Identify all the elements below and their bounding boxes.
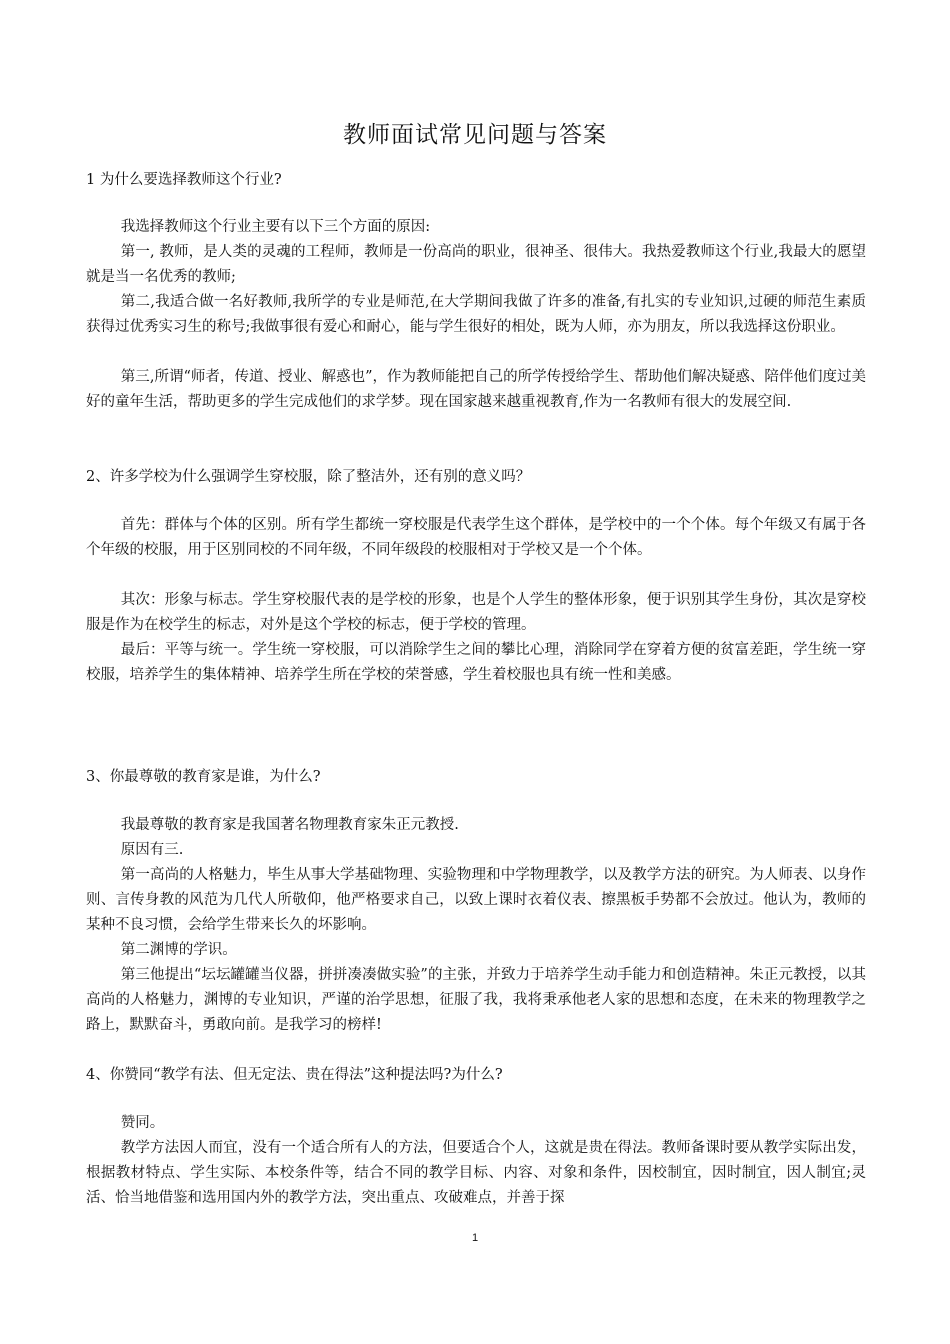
q3-paragraph-1: 我最尊敬的教育家是我国著名物理教育家朱正元教授. — [120, 817, 459, 833]
q2-paragraph-1: 首先：群体与个体的区别。所有学生都统一穿校服是代表学生这个群体，是学校中的一个个体。每个年级又有属于各个年级的校服，用于区别同校的不同年级，不同年级段的校服相对于学校又是一个个体。 — [86, 517, 866, 558]
q4-paragraph-1: 赞同。 — [120, 1115, 165, 1131]
q4-paragraph-2: 教学方法因人而宜，没有一个适合所有人的方法，但要适合个人，这就是贵在得法。教师备课时要从教学实际出发，根据教材特点、学生实际、本校条件等，结合不同的教学目标、内容、对象和条件，因校制宜，因时制宜，因人制宜;灵活、恰当地借鉴和选用国内外的教学方法，突出重点、攻破难点，并善于探 — [86, 1140, 866, 1206]
document-title: 教师面试常见问题与答案 — [343, 122, 607, 148]
q1-paragraph-1: 第一, 教师，是人类的灵魂的工程师，教师是一份高尚的职业，很神圣、很伟大。我热爱教师这个行业,我最大的愿望就是当一名优秀的教师; — [86, 244, 866, 285]
q3-paragraph-4: 第二渊博的学识。 — [120, 942, 237, 958]
q1-intro: 我选择教师这个行业主要有以下三个方面的原因: — [120, 219, 431, 235]
page-number: 1 — [471, 1232, 479, 1244]
q3-paragraph-5: 第三他提出“坛坛罐罐当仪器，拼拼凑凑做实验”的主张，并致力于培养学生动手能力和创造精神。朱正元教授，以其高尚的人格魅力，渊博的专业知识，严谨的治学思想，征服了我，我将秉承他老人家的思想和态度，在未来的物理教学之路上，默默奋斗，勇敢向前。是我学习的榜样! — [86, 967, 866, 1033]
q1-paragraph-3: 第三,所谓“师者，传道、授业、解惑也”，作为教师能把自己的所学传授给学生、帮助他们解决疑惑、陪伴他们度过美好的童年生活，帮助更多的学生完成他们的求学梦。现在国家越来越重视教育,作为一名教师有很大的发展空间. — [86, 369, 866, 410]
question-3: 3、你最尊敬的教育家是谁，为什么? — [86, 769, 321, 785]
q3-paragraph-2: 原因有三. — [120, 842, 184, 858]
q1-paragraph-2: 第二,我适合做一名好教师,我所学的专业是师范,在大学期间我做了许多的准备,有扎实的专业知识,过硬的师范生素质获得过优秀实习生的称号;我做事很有爱心和耐心，能与学生很好的相处，既为人师，亦为朋友，所以我选择这份职业。 — [86, 294, 866, 335]
q3-paragraph-3: 第一高尚的人格魅力，毕生从事大学基础物理、实验物理和中学物理教学，以及教学方法的研究。为人师表、以身作则、言传身教的风范为几代人所敬仰，他严格要求自己，以致上课时衣着仪表、擦黑板手势都不会放过。他认为，教师的某种不良习惯，会给学生带来长久的坏影响。 — [86, 867, 866, 933]
question-4: 4、你赞同“教学有法、但无定法、贵在得法”这种提法吗?为什么? — [86, 1067, 503, 1083]
question-2: 2、许多学校为什么强调学生穿校服，除了整洁外，还有别的意义吗？ — [86, 469, 531, 485]
question-1: 1 为什么要选择教师这个行业? — [86, 172, 282, 188]
q2-paragraph-2: 其次：形象与标志。学生穿校服代表的是学校的形象，也是个人学生的整体形象，便于识别其学生身份，其次是穿校服是作为在校学生的标志，对外是这个学校的标志，便于学校的管理。 — [86, 592, 866, 633]
q2-paragraph-3: 最后：平等与统一。学生统一穿校服，可以消除学生之间的攀比心理，消除同学在穿着方便的贫富差距，学生统一穿校服，培养学生的集体精神、培养学生所在学校的荣誉感，学生着校服也具有统一性和美感。 — [86, 642, 866, 683]
